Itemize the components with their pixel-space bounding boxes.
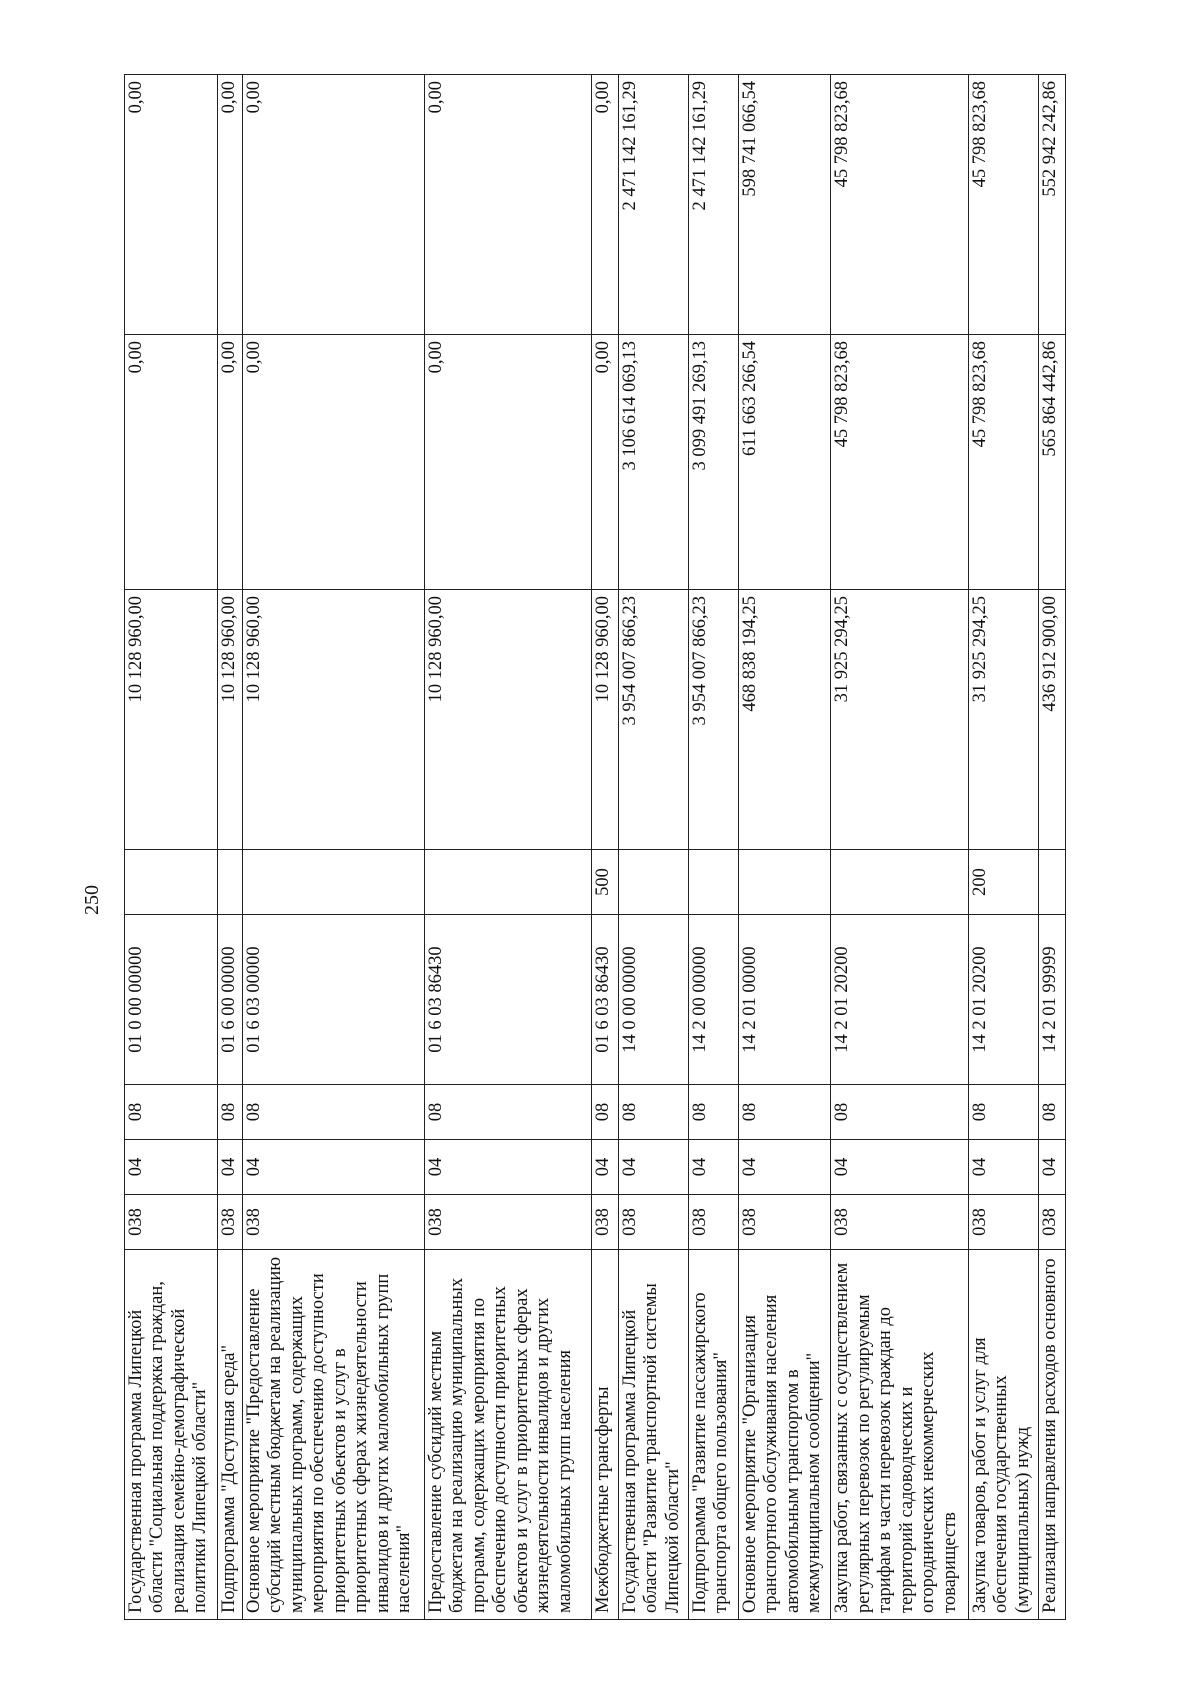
row-name-cell: Межбюджетные трансферты xyxy=(591,1250,618,1620)
amount-year1-cell: 3 954 007 866,23 xyxy=(688,590,738,850)
table-row xyxy=(618,75,688,1620)
amount-year2-cell: 0,00 xyxy=(424,335,591,590)
table-row xyxy=(243,75,425,1620)
row-name-cell: Подпрограмма "Развитие пассажирского транспорта общего пользования" xyxy=(688,1250,738,1620)
target-code-cell: 01 6 03 86430 xyxy=(591,915,618,1085)
amount-year1-cell: 468 838 194,25 xyxy=(738,590,831,850)
row-name-cell: Государственная программа Липецкой области "Социальная поддержка граждан, реализация семейно-демографической политики Липецкой области" xyxy=(125,1250,218,1620)
target-code-cell: 14 2 01 20200 xyxy=(968,915,1038,1085)
amount-year1-cell: 10 128 960,00 xyxy=(125,590,218,850)
row-name-cell: Закупка товаров, работ и услуг для обеспечения государственных (муниципальных) нужд xyxy=(968,1250,1038,1620)
admin-code-cell: 038 xyxy=(968,1195,1038,1250)
amount-year2-cell: 611 663 266,54 xyxy=(738,335,831,590)
table-row xyxy=(1038,75,1065,1620)
amount-year1-cell: 436 912 900,00 xyxy=(1038,590,1065,850)
amount-year3-cell: 2 471 142 161,29 xyxy=(618,75,688,335)
amount-year1-cell: 31 925 294,25 xyxy=(831,590,968,850)
section-code-cell: 04 xyxy=(1038,1140,1065,1195)
row-name-cell: Предоставление субсидий местным бюджетам на реализацию муниципальных программ, содержащих мероприятия по обеспечению доступности приоритетных объектов и услуг в приоритетных сферах жизнедеятельности инвалидов и других маломобильных групп населения xyxy=(424,1250,591,1620)
subsection-code-cell: 08 xyxy=(831,1085,968,1140)
admin-code-cell: 038 xyxy=(738,1195,831,1250)
amount-year3-cell: 598 741 066,54 xyxy=(738,75,831,335)
amount-year2-cell: 0,00 xyxy=(125,335,218,590)
expense-type-cell xyxy=(424,850,591,915)
amount-year3-cell: 45 798 823,68 xyxy=(831,75,968,335)
amount-year1-cell: 3 954 007 866,23 xyxy=(618,590,688,850)
amount-year3-cell: 45 798 823,68 xyxy=(968,75,1038,335)
amount-year3-cell: 0,00 xyxy=(125,75,218,335)
subsection-code-cell: 08 xyxy=(243,1085,425,1140)
admin-code-cell: 038 xyxy=(243,1195,425,1250)
amount-year2-cell: 0,00 xyxy=(243,335,425,590)
subsection-code-cell: 08 xyxy=(688,1085,738,1140)
admin-code-cell: 038 xyxy=(831,1195,968,1250)
amount-year1-cell: 10 128 960,00 xyxy=(217,590,242,850)
section-code-cell: 04 xyxy=(968,1140,1038,1195)
row-name-cell: Государственная программа Липецкой области "Развитие транспортной системы Липецкой области" xyxy=(618,1250,688,1620)
row-name-cell: Закупка работ, связанных с осуществлением регулярных перевозок по регулируемым тарифам в части перевозок граждан до территорий садоводческих и огороднических некоммерческих товариществ xyxy=(831,1250,968,1620)
row-name-cell: Реализация направления расходов основного xyxy=(1038,1250,1065,1620)
expense-type-cell: 500 xyxy=(591,850,618,915)
amount-year1-cell: 10 128 960,00 xyxy=(591,590,618,850)
subsection-code-cell: 08 xyxy=(968,1085,1038,1140)
amount-year2-cell: 0,00 xyxy=(217,335,242,590)
expense-type-cell xyxy=(618,850,688,915)
admin-code-cell: 038 xyxy=(1038,1195,1065,1250)
section-code-cell: 04 xyxy=(424,1140,591,1195)
admin-code-cell: 038 xyxy=(424,1195,591,1250)
expense-type-cell xyxy=(1038,850,1065,915)
subsection-code-cell: 08 xyxy=(618,1085,688,1140)
expense-type-cell xyxy=(243,850,425,915)
table-row xyxy=(831,75,968,1620)
target-code-cell: 01 0 00 00000 xyxy=(125,915,218,1085)
amount-year3-cell: 0,00 xyxy=(591,75,618,335)
table-row xyxy=(424,75,591,1620)
target-code-cell: 14 2 01 00000 xyxy=(738,915,831,1085)
table-row xyxy=(688,75,738,1620)
expense-type-cell xyxy=(738,850,831,915)
amount-year3-cell: 0,00 xyxy=(243,75,425,335)
amount-year2-cell: 0,00 xyxy=(591,335,618,590)
admin-code-cell: 038 xyxy=(591,1195,618,1250)
amount-year2-cell: 565 864 442,86 xyxy=(1038,335,1065,590)
subsection-code-cell: 08 xyxy=(738,1085,831,1140)
row-name-cell: Основное мероприятие "Предоставление субсидий местным бюджетам на реализацию муниципальных программ, содержащих мероприятия по обеспечению доступности приоритетных объектов и услуг в приоритетных сферах жизнедеятельности инвалидов и других маломобильных групп населения" xyxy=(243,1250,425,1620)
subsection-code-cell: 08 xyxy=(591,1085,618,1140)
amount-year2-cell: 45 798 823,68 xyxy=(831,335,968,590)
page-number: 250 xyxy=(80,885,103,915)
amount-year2-cell: 3 106 614 069,13 xyxy=(618,335,688,590)
section-code-cell: 04 xyxy=(831,1140,968,1195)
amount-year3-cell: 552 942 242,86 xyxy=(1038,75,1065,335)
admin-code-cell: 038 xyxy=(125,1195,218,1250)
section-code-cell: 04 xyxy=(125,1140,218,1195)
amount-year2-cell: 45 798 823,68 xyxy=(968,335,1038,590)
subsection-code-cell: 08 xyxy=(125,1085,218,1140)
target-code-cell: 14 2 00 00000 xyxy=(688,915,738,1085)
budget-table-container xyxy=(124,75,1066,1620)
table-row xyxy=(217,75,242,1620)
amount-year3-cell: 0,00 xyxy=(217,75,242,335)
section-code-cell: 04 xyxy=(688,1140,738,1195)
section-code-cell: 04 xyxy=(618,1140,688,1195)
target-code-cell: 01 6 03 00000 xyxy=(243,915,425,1085)
subsection-code-cell: 08 xyxy=(424,1085,591,1140)
expense-type-cell xyxy=(217,850,242,915)
table-row xyxy=(125,75,218,1620)
subsection-code-cell: 08 xyxy=(217,1085,242,1140)
target-code-cell: 01 6 00 00000 xyxy=(217,915,242,1085)
expense-type-cell: 200 xyxy=(968,850,1038,915)
row-name-cell: Подпрограмма "Доступная среда" xyxy=(217,1250,242,1620)
table-row xyxy=(738,75,831,1620)
table-row xyxy=(968,75,1038,1620)
amount-year1-cell: 10 128 960,00 xyxy=(243,590,425,850)
target-code-cell: 01 6 03 86430 xyxy=(424,915,591,1085)
target-code-cell: 14 0 00 00000 xyxy=(618,915,688,1085)
amount-year1-cell: 31 925 294,25 xyxy=(968,590,1038,850)
section-code-cell: 04 xyxy=(243,1140,425,1195)
amount-year1-cell: 10 128 960,00 xyxy=(424,590,591,850)
target-code-cell: 14 2 01 20200 xyxy=(831,915,968,1085)
amount-year3-cell: 0,00 xyxy=(424,75,591,335)
section-code-cell: 04 xyxy=(591,1140,618,1195)
admin-code-cell: 038 xyxy=(688,1195,738,1250)
section-code-cell: 04 xyxy=(217,1140,242,1195)
amount-year2-cell: 3 099 491 269,13 xyxy=(688,335,738,590)
admin-code-cell: 038 xyxy=(217,1195,242,1250)
row-name-cell: Основное мероприятие "Организация транспортного обслуживания населения автомобильным транспортом в межмуниципальном сообщении" xyxy=(738,1250,831,1620)
subsection-code-cell: 08 xyxy=(1038,1085,1065,1140)
section-code-cell: 04 xyxy=(738,1140,831,1195)
table-row xyxy=(591,75,618,1620)
target-code-cell: 14 2 01 99999 xyxy=(1038,915,1065,1085)
amount-year3-cell: 2 471 142 161,29 xyxy=(688,75,738,335)
expense-type-cell xyxy=(125,850,218,915)
expense-type-cell xyxy=(688,850,738,915)
expense-type-cell xyxy=(831,850,968,915)
admin-code-cell: 038 xyxy=(618,1195,688,1250)
budget-table xyxy=(124,74,1066,1620)
